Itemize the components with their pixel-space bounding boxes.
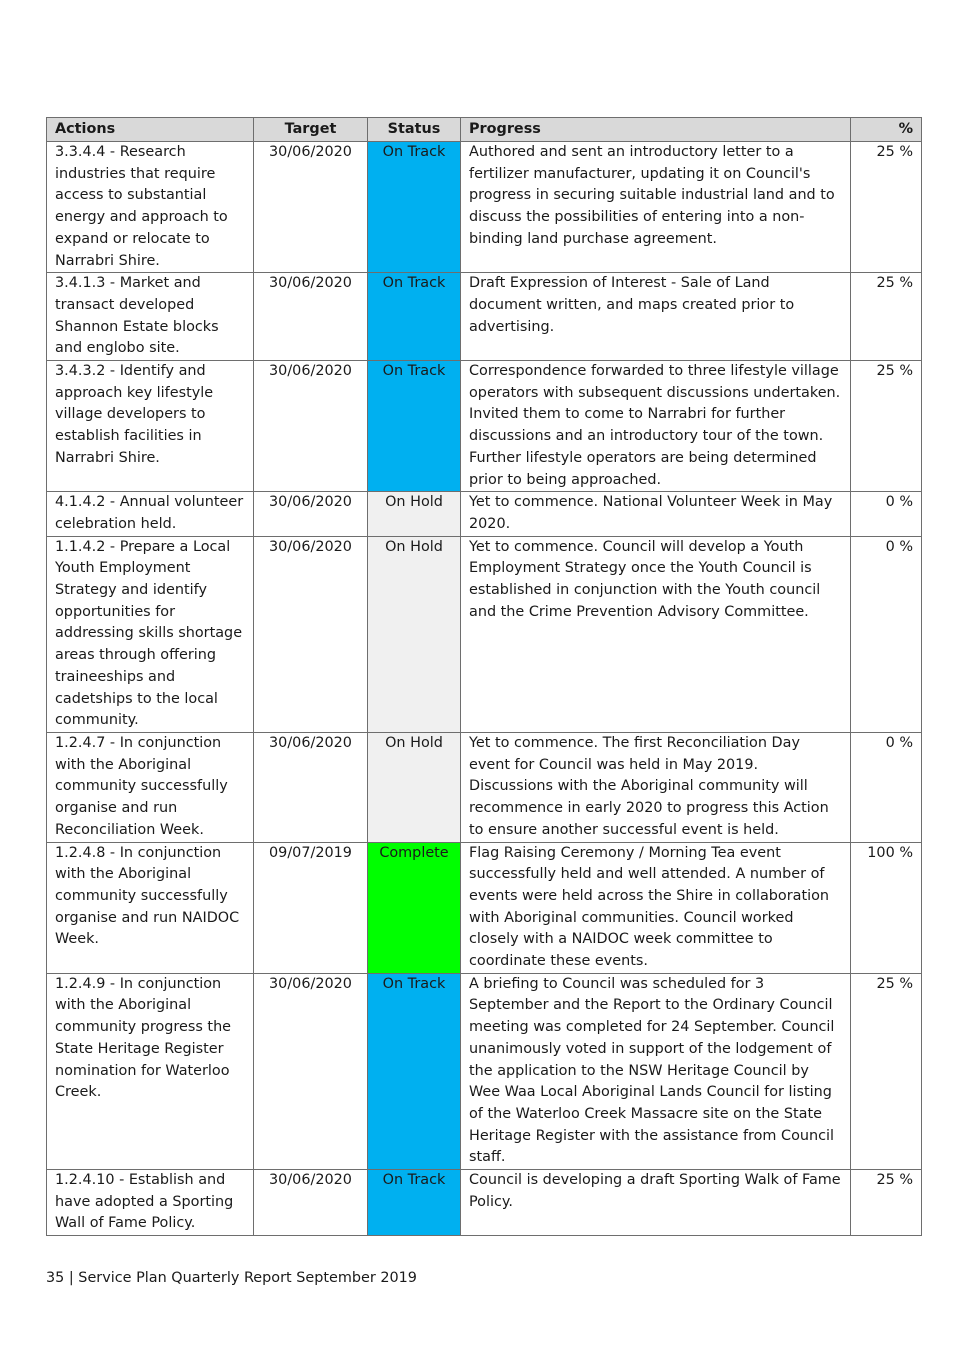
table-row xyxy=(47,973,922,1169)
target-date-cell: 30/06/2020 xyxy=(254,142,368,273)
status-cell: On Hold xyxy=(368,492,461,536)
action-cell: 3.3.4.4 - Research industries that require access to substantial energy and approach to expand or relocate to Narrabri Shire. xyxy=(47,142,254,273)
status-cell: On Track xyxy=(368,1170,461,1236)
table-row xyxy=(47,273,922,361)
progress-cell: A briefing to Council was scheduled for 3 September and the Report to the Ordinary Council meeting was completed for 24 September. Council unanimously voted in support of the lodgement of the application to the NSW Heritage Council by Wee Waa Local Aboriginal Lands Council for listing of the Waterloo Creek Massacre site on the State Heritage Register with the assistance from Council staff. xyxy=(461,973,851,1169)
table-row xyxy=(47,842,922,973)
column-header-actions: Actions xyxy=(47,118,254,142)
action-cell: 3.4.3.2 - Identify and approach key lifestyle village developers to establish facilities in Narrabri Shire. xyxy=(47,361,254,492)
target-date-cell: 30/06/2020 xyxy=(254,536,368,732)
target-date-cell: 30/06/2020 xyxy=(254,973,368,1169)
status-cell: Complete xyxy=(368,842,461,973)
percent-cell: 25 % xyxy=(851,1170,922,1236)
target-date-cell: 30/06/2020 xyxy=(254,273,368,361)
progress-cell: Flag Raising Ceremony / Morning Tea event successfully held and well attended. A number of events were held across the Shire in collaboration with Aboriginal communities. Council worked closely with a NAIDOC week committee to coordinate these events. xyxy=(461,842,851,973)
target-date-cell: 09/07/2019 xyxy=(254,842,368,973)
table-row xyxy=(47,732,922,842)
target-date-cell: 30/06/2020 xyxy=(254,1170,368,1236)
status-cell: On Track xyxy=(368,273,461,361)
percent-cell: 0 % xyxy=(851,732,922,842)
table-row xyxy=(47,1170,922,1236)
target-date-cell: 30/06/2020 xyxy=(254,492,368,536)
action-cell: 1.2.4.8 - In conjunction with the Aboriginal community successfully organise and run NAIDOC Week. xyxy=(47,842,254,973)
table-row xyxy=(47,536,922,732)
status-cell: On Track xyxy=(368,142,461,273)
percent-cell: 25 % xyxy=(851,973,922,1169)
target-date-cell: 30/06/2020 xyxy=(254,732,368,842)
table-row xyxy=(47,142,922,273)
column-header-target: Target xyxy=(254,118,368,142)
target-date-cell: 30/06/2020 xyxy=(254,361,368,492)
percent-cell: 0 % xyxy=(851,536,922,732)
progress-cell: Yet to commence. Council will develop a Youth Employment Strategy once the Youth Council is established in conjunction with the Youth council and the Crime Prevention Advisory Committee. xyxy=(461,536,851,732)
action-cell: 1.2.4.7 - In conjunction with the Aboriginal community successfully organise and run Reconciliation Week. xyxy=(47,732,254,842)
action-cell: 1.2.4.10 - Establish and have adopted a Sporting Wall of Fame Policy. xyxy=(47,1170,254,1236)
progress-cell: Correspondence forwarded to three lifestyle village operators with subsequent discussions undertaken. Invited them to come to Narrabri for further discussions and an introductory tour of the town. Further lifestyle operators are being determined prior to being approached. xyxy=(461,361,851,492)
percent-cell: 25 % xyxy=(851,142,922,273)
page-footer: 35 | Service Plan Quarterly Report September 2019 xyxy=(46,1270,417,1286)
progress-cell: Council is developing a draft Sporting Walk of Fame Policy. xyxy=(461,1170,851,1236)
status-cell: On Track xyxy=(368,973,461,1169)
progress-cell: Authored and sent an introductory letter to a fertilizer manufacturer, updating it on Council's progress in securing suitable industrial land and to discuss the possibilities of entering into a non-binding land purchase agreement. xyxy=(461,142,851,273)
percent-cell: 25 % xyxy=(851,273,922,361)
status-cell: On Hold xyxy=(368,732,461,842)
progress-cell: Yet to commence. The first Reconciliation Day event for Council was held in May 2019. Discussions with the Aboriginal community will recommence in early 2020 to progress this Action to ensure another successful event is held. xyxy=(461,732,851,842)
action-cell: 1.2.4.9 - In conjunction with the Aboriginal community progress the State Heritage Register nomination for Waterloo Creek. xyxy=(47,973,254,1169)
table-row xyxy=(47,492,922,536)
percent-cell: 25 % xyxy=(851,361,922,492)
progress-cell: Yet to commence. National Volunteer Week in May 2020. xyxy=(461,492,851,536)
percent-cell: 0 % xyxy=(851,492,922,536)
column-header-progress: Progress xyxy=(461,118,851,142)
action-cell: 4.1.4.2 - Annual volunteer celebration held. xyxy=(47,492,254,536)
progress-cell: Draft Expression of Interest - Sale of Land document written, and maps created prior to advertising. xyxy=(461,273,851,361)
action-cell: 3.4.1.3 - Market and transact developed Shannon Estate blocks and englobo site. xyxy=(47,273,254,361)
column-header-percent: % xyxy=(851,118,922,142)
column-header-status: Status xyxy=(368,118,461,142)
action-cell: 1.1.4.2 - Prepare a Local Youth Employment Strategy and identify opportunities for addressing skills shortage areas through offering traineeships and cadetships to the local community. xyxy=(47,536,254,732)
percent-cell: 100 % xyxy=(851,842,922,973)
actions-table xyxy=(46,117,922,1236)
status-cell: On Hold xyxy=(368,536,461,732)
table-row xyxy=(47,361,922,492)
status-cell: On Track xyxy=(368,361,461,492)
table-header-row xyxy=(47,118,922,142)
